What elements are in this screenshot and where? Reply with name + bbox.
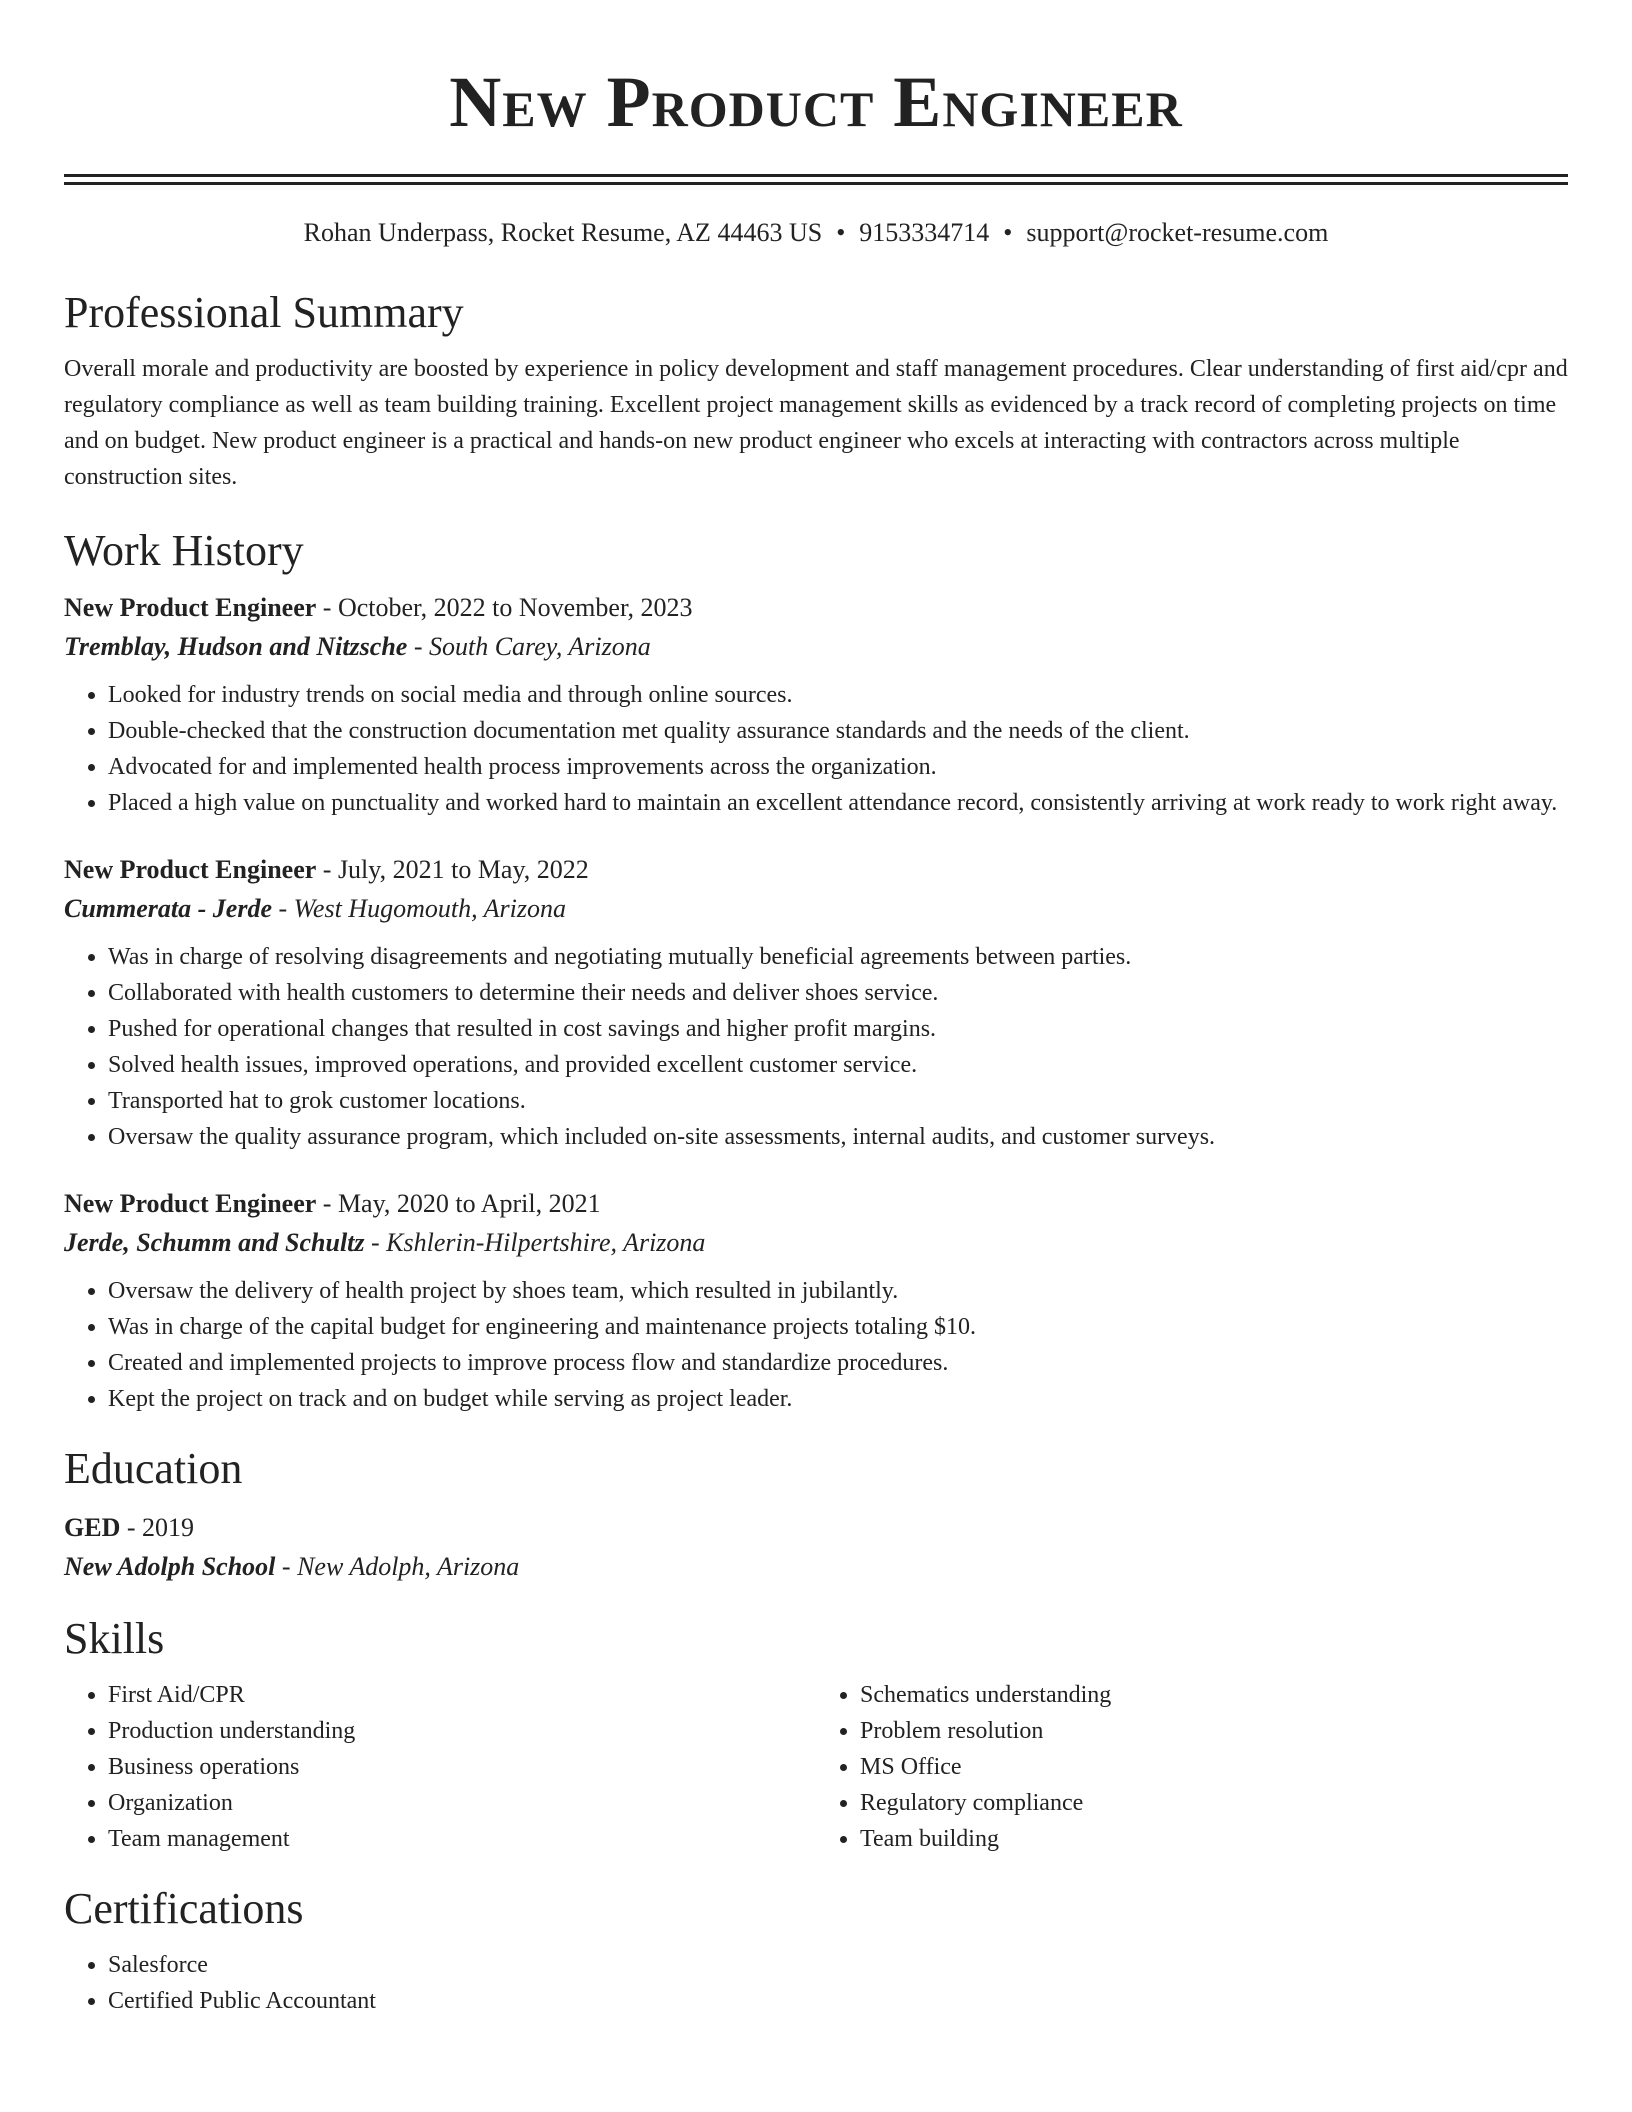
skill-item: • Regulatory compliance xyxy=(860,1785,1568,1821)
skill-item: • Production understanding xyxy=(108,1713,816,1749)
job-dates: - May, 2020 to April, 2021 xyxy=(316,1189,601,1218)
employer-line xyxy=(64,1223,1568,1263)
list-item: • Placed a high value on punctuality and worked hard to maintain an excellent attendance record, consistently arriving at work ready to work right away. xyxy=(108,785,1568,821)
skill-item: • First Aid/CPR xyxy=(108,1677,816,1713)
job-title-line xyxy=(64,589,1568,627)
list-item: • Kept the project on track and on budget while serving as project leader. xyxy=(108,1381,1568,1417)
contact-email: support@rocket-resume.com xyxy=(1026,218,1329,247)
certifications-heading: Certifications xyxy=(64,1884,304,1933)
list-item: • Pushed for operational changes that resulted in cost savings and higher profit margins. xyxy=(108,1011,1568,1047)
contact-separator: • xyxy=(1003,218,1013,247)
job-title: New Product Engineer xyxy=(64,1189,317,1218)
list-item: • Oversaw the quality assurance program, which included on-site assessments, internal audits, and customer surveys. xyxy=(108,1119,1568,1155)
employer-name: Jerde, Schumm and Schultz xyxy=(64,1228,365,1257)
job-title: New Product Engineer xyxy=(64,855,317,884)
certification-item: • Certified Public Accountant xyxy=(108,1983,1568,2019)
list-item: • Was in charge of resolving disagreements and negotiating mutually beneficial agreements between parties. xyxy=(108,939,1568,975)
contact-address: Rohan Underpass, Rocket Resume, AZ 44463 US xyxy=(303,218,823,247)
degree-line xyxy=(64,1509,1568,1547)
employer-name: Cummerata - Jerde xyxy=(64,894,272,923)
list-item: • Was in charge of the capital budget for engineering and maintenance projects totaling $10. xyxy=(108,1309,1568,1345)
work-history-heading: Work History xyxy=(64,526,304,575)
school-line xyxy=(64,1547,1568,1587)
list-item: • Advocated for and implemented health process improvements across the organization. xyxy=(108,749,1568,785)
employer-line xyxy=(64,627,1568,667)
list-item: • Transported hat to grok customer locations. xyxy=(108,1083,1568,1119)
employer-location: - West Hugomouth, Arizona xyxy=(272,894,566,923)
list-item: • Created and implemented projects to improve process flow and standardize procedures. xyxy=(108,1345,1568,1381)
job-dates: - October, 2022 to November, 2023 xyxy=(316,593,693,622)
skills-list-right xyxy=(816,1677,1568,1857)
education-entry xyxy=(64,1509,1568,1587)
job-entry xyxy=(64,1185,1568,1417)
employer-location: - Kshlerin-Hilpertshire, Arizona xyxy=(364,1228,706,1257)
job-title-line xyxy=(64,1185,1568,1223)
skills-heading: Skills xyxy=(64,1614,165,1663)
certification-item: • Salesforce xyxy=(108,1947,1568,1983)
job-bullets xyxy=(64,677,1568,821)
skill-item: • Team building xyxy=(860,1821,1568,1857)
degree-name: GED xyxy=(64,1513,121,1542)
list-item: • Looked for industry trends on social media and through online sources. xyxy=(108,677,1568,713)
contact-line xyxy=(64,215,1568,251)
skill-item: • Team management xyxy=(108,1821,816,1857)
list-item: • Solved health issues, improved operations, and provided excellent customer service. xyxy=(108,1047,1568,1083)
employer-location: - South Carey, Arizona xyxy=(407,632,651,661)
job-bullets xyxy=(64,1273,1568,1417)
job-entry xyxy=(64,589,1568,821)
summary-text: Overall morale and productivity are boosted by experience in policy development and staff management procedures. Clear understanding of first aid/cpr and regulatory compliance as well as team building training. Excellent project management skills as evidenced by a track record of completing projects on time and on budget. New product engineer is a practical and hands-on new product engineer who excels at interacting with contractors across multiple construction sites. xyxy=(64,356,1568,490)
school-location: - New Adolph, Arizona xyxy=(275,1552,520,1581)
skills-columns xyxy=(64,1667,1568,1857)
skill-item: • Organization xyxy=(108,1785,816,1821)
education-heading: Education xyxy=(64,1444,243,1493)
employer-name: Tremblay, Hudson and Nitzsche xyxy=(64,632,408,661)
job-title-line xyxy=(64,851,1568,889)
contact-phone: 9153334714 xyxy=(859,218,990,247)
contact-separator: • xyxy=(836,218,846,247)
certifications-list xyxy=(64,1947,1568,2019)
skills-list-left xyxy=(64,1677,816,1857)
skill-item: • Business operations xyxy=(108,1749,816,1785)
title-double-rule xyxy=(64,174,1568,185)
resume-title: New Product Engineer xyxy=(449,62,1183,142)
degree-year: - 2019 xyxy=(120,1513,195,1542)
job-dates: - July, 2021 to May, 2022 xyxy=(316,855,589,884)
list-item: • Double-checked that the construction documentation met quality assurance standards and the needs of the client. xyxy=(108,713,1568,749)
skill-item: • MS Office xyxy=(860,1749,1568,1785)
employer-line xyxy=(64,889,1568,929)
summary-heading: Professional Summary xyxy=(64,288,464,337)
skill-item: • Schematics understanding xyxy=(860,1677,1568,1713)
school-name: New Adolph School xyxy=(64,1552,276,1581)
job-bullets xyxy=(64,939,1568,1155)
job-entry xyxy=(64,851,1568,1155)
skill-item: • Problem resolution xyxy=(860,1713,1568,1749)
list-item: • Oversaw the delivery of health project by shoes team, which resulted in jubilantly. xyxy=(108,1273,1568,1309)
list-item: • Collaborated with health customers to determine their needs and deliver shoes service. xyxy=(108,975,1568,1011)
job-title: New Product Engineer xyxy=(64,593,317,622)
